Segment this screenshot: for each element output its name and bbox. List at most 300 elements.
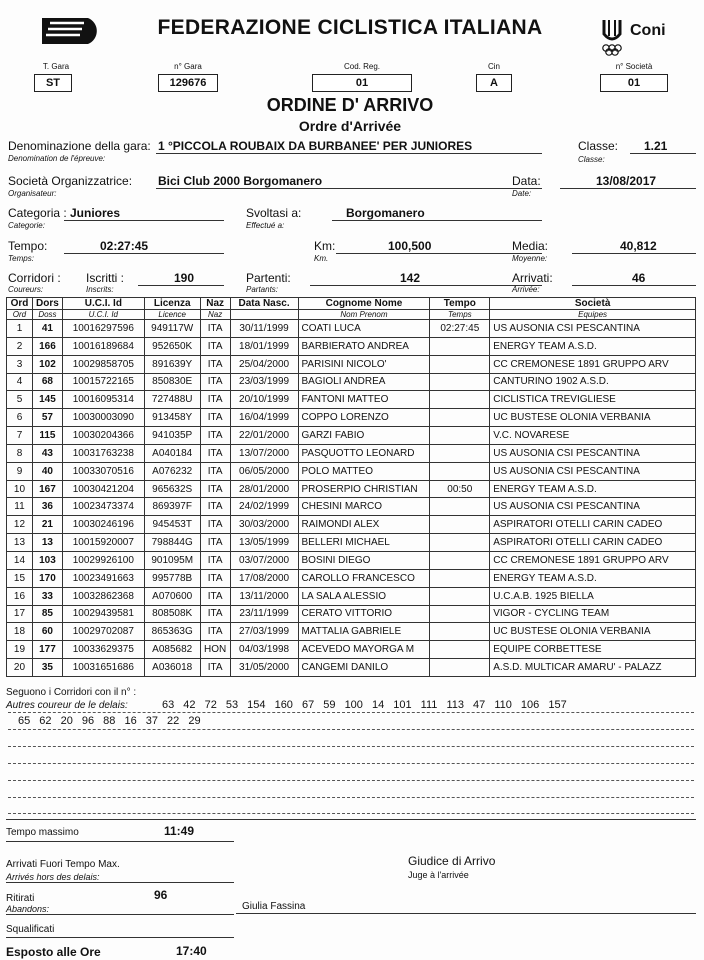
tempo-sub: Temps: — [8, 254, 34, 263]
table-row — [7, 391, 696, 409]
cell-naz: ITA — [200, 462, 230, 480]
col-subheader-temps: Temps — [430, 310, 490, 320]
cell-licenza: A076232 — [144, 462, 200, 480]
fuori-tempo-sub: Arrivés hors des delais: — [6, 872, 100, 882]
underline — [560, 188, 696, 189]
underline — [572, 285, 696, 286]
denominazione-sub: Denomination de l'épreuve: — [8, 154, 106, 163]
table-row — [7, 444, 696, 462]
iscritti-label: Iscritti : — [86, 271, 124, 285]
cell-nome: CANGEMI DANILO — [298, 659, 430, 677]
cell-naz: ITA — [200, 551, 230, 569]
cell-uci-id: 10032862368 — [62, 587, 144, 605]
cell-tempo — [430, 355, 490, 373]
cell-naz: ITA — [200, 355, 230, 373]
cell-uci-id: 10030204366 — [62, 427, 144, 445]
cell-data-nasc: 16/04/1999 — [230, 409, 298, 427]
cell-naz: ITA — [200, 337, 230, 355]
col-subheader-nom: Nom Prenom — [298, 310, 430, 320]
field-value-cin: A — [476, 74, 512, 92]
cell-societa: US AUSONIA CSI PESCANTINA — [490, 498, 696, 516]
cell-dors: 60 — [32, 623, 62, 641]
col-header-licenza: Licenza — [144, 298, 200, 310]
ritirati-sub: Abandons: — [6, 904, 50, 914]
cell-uci-id: 10030003090 — [62, 409, 144, 427]
fuori-tempo-label: Arrivati Fuori Tempo Max. — [6, 859, 120, 870]
cell-data-nasc: 04/03/1998 — [230, 641, 298, 659]
cell-nome: BAGIOLI ANDREA — [298, 373, 430, 391]
cell-uci-id: 10016297596 — [62, 320, 144, 338]
cell-data-nasc: 06/05/2000 — [230, 462, 298, 480]
cell-uci-id: 10029926100 — [62, 551, 144, 569]
cell-naz: ITA — [200, 569, 230, 587]
table-row — [7, 480, 696, 498]
cell-tempo: 00:50 — [430, 480, 490, 498]
cell-licenza: 949117W — [144, 320, 200, 338]
field-label-t-gara: T. Gara — [42, 62, 70, 71]
cell-societa: CC CREMONESE 1891 GRUPPO ARV — [490, 551, 696, 569]
cell-uci-id: 10031651686 — [62, 659, 144, 677]
cell-nome: FANTONI MATTEO — [298, 391, 430, 409]
cell-uci-id: 10015722165 — [62, 373, 144, 391]
data-label: Data: — [512, 174, 541, 188]
cell-ord: 4 — [7, 373, 33, 391]
cell-nome: COATI LUCA — [298, 320, 430, 338]
denominazione-value: 1 °PICCOLA ROUBAIX DA BURBANEE' PER JUNIORES — [158, 139, 473, 153]
cell-dors: 43 — [32, 444, 62, 462]
underline — [572, 253, 696, 254]
cell-ord: 3 — [7, 355, 33, 373]
km-value: 100,500 — [388, 239, 432, 253]
cell-licenza: A070600 — [144, 587, 200, 605]
cell-data-nasc: 30/03/2000 — [230, 516, 298, 534]
cell-societa: US AUSONIA CSI PESCANTINA — [490, 320, 696, 338]
cell-tempo — [430, 569, 490, 587]
cell-uci-id: 10015920007 — [62, 534, 144, 552]
cell-licenza: A085682 — [144, 641, 200, 659]
cell-tempo — [430, 534, 490, 552]
cell-licenza: 995778B — [144, 569, 200, 587]
partenti-value: 142 — [400, 271, 421, 285]
cell-societa: U.C.A.B. 1925 BIELLA — [490, 587, 696, 605]
cell-uci-id: 10016189684 — [62, 337, 144, 355]
cell-nome: GARZI FABIO — [298, 427, 430, 445]
cell-nome: COPPO LORENZO — [298, 409, 430, 427]
cell-naz: ITA — [200, 587, 230, 605]
cell-societa: CC CREMONESE 1891 GRUPPO ARV — [490, 355, 696, 373]
cell-naz: ITA — [200, 498, 230, 516]
cell-uci-id: 10023491663 — [62, 569, 144, 587]
fci-logo — [40, 14, 102, 48]
cell-nome: PASQUOTTO LEONARD — [298, 444, 430, 462]
classe-label: Classe: — [578, 139, 619, 153]
table-subheader-row — [7, 310, 696, 320]
field-label-n-gara: n° Gara — [174, 62, 202, 71]
dashed-line — [8, 712, 694, 713]
cell-societa: UC BUSTESE OLONIA VERBANIA — [490, 623, 696, 641]
col-header-naz: Naz — [200, 298, 230, 310]
categoria-value: Juniores — [70, 206, 121, 220]
table-row — [7, 641, 696, 659]
underline — [64, 253, 224, 254]
cell-tempo — [430, 409, 490, 427]
categoria-sub: Categorie: — [8, 221, 45, 230]
col-header-societa: Società — [490, 298, 696, 310]
cell-tempo — [430, 587, 490, 605]
cell-data-nasc: 28/01/2000 — [230, 480, 298, 498]
dashed-line — [8, 763, 694, 764]
cell-tempo — [430, 337, 490, 355]
cell-naz: ITA — [200, 516, 230, 534]
underline — [6, 914, 234, 915]
col-subheader-licence: Licence — [144, 310, 200, 320]
cell-licenza: 941035P — [144, 427, 200, 445]
cell-uci-id: 10029702087 — [62, 623, 144, 641]
cell-dors: 166 — [32, 337, 62, 355]
results-table — [6, 297, 696, 677]
dashed-line — [8, 813, 694, 814]
classe-sub: Classe: — [578, 155, 605, 164]
cell-uci-id: 10033629375 — [62, 641, 144, 659]
cell-licenza: 945453T — [144, 516, 200, 534]
cell-uci-id: 10030246196 — [62, 516, 144, 534]
societa-label: Società Organizzatrice: — [8, 174, 133, 188]
col-header-data-nasc: Data Nasc. — [230, 298, 298, 310]
cell-naz: ITA — [200, 534, 230, 552]
field-value-t-gara: ST — [34, 74, 72, 92]
underline — [64, 220, 224, 221]
cell-data-nasc: 25/04/2000 — [230, 355, 298, 373]
table-row — [7, 427, 696, 445]
table-row — [7, 409, 696, 427]
col-subheader-data — [230, 310, 298, 320]
esposto-label: Esposto alle Ore — [6, 945, 101, 959]
cell-societa: ENERGY TEAM A.S.D. — [490, 337, 696, 355]
societa-sub: Organisateur: — [8, 189, 57, 198]
data-sub: Date: — [512, 189, 532, 198]
table-row — [7, 534, 696, 552]
col-subheader-equipes: Equipes — [490, 310, 696, 320]
cell-ord: 2 — [7, 337, 33, 355]
cell-licenza: 798844G — [144, 534, 200, 552]
cell-tempo — [430, 659, 490, 677]
categoria-label: Categoria : — [8, 206, 67, 220]
dashed-line — [8, 746, 694, 747]
col-header-tempo: Tempo — [430, 298, 490, 310]
cell-dors: 103 — [32, 551, 62, 569]
cell-dors: 41 — [32, 320, 62, 338]
media-label: Media: — [512, 239, 549, 253]
arrivati-value: 46 — [632, 271, 646, 285]
underline — [156, 188, 542, 189]
cell-naz: ITA — [200, 444, 230, 462]
cell-ord: 7 — [7, 427, 33, 445]
cell-data-nasc: 27/03/1999 — [230, 623, 298, 641]
cell-tempo — [430, 391, 490, 409]
field-label-cin: Cin — [487, 62, 500, 71]
iscritti-sub: Inscrits: — [86, 285, 114, 294]
ritirati-value: 96 — [154, 888, 168, 902]
table-row — [7, 320, 696, 338]
cell-societa: VIGOR - CYCLING TEAM — [490, 605, 696, 623]
svolta-sub: Effectué a: — [246, 221, 285, 230]
followers-numbers-line-2: 65 62 20 96 88 16 37 22 29 — [18, 715, 201, 727]
cell-ord: 20 — [7, 659, 33, 677]
societa-value: Bici Club 2000 Borgomanero — [158, 174, 323, 188]
cell-naz: HON — [200, 641, 230, 659]
cell-uci-id: 10029439581 — [62, 605, 144, 623]
cell-data-nasc: 22/01/2000 — [230, 427, 298, 445]
dashed-line — [8, 797, 694, 798]
km-label: Km: — [314, 239, 336, 253]
table-row — [7, 462, 696, 480]
cell-tempo: 02:27:45 — [430, 320, 490, 338]
media-sub: Moyenne: — [512, 254, 548, 263]
cell-tempo — [430, 462, 490, 480]
cell-naz: ITA — [200, 320, 230, 338]
cell-societa: ASPIRATORI OTELLI CARIN CADEO — [490, 516, 696, 534]
table-row — [7, 659, 696, 677]
partenti-sub: Partants: — [246, 285, 279, 294]
col-subheader-uci-id: U.C.I. Id — [62, 310, 144, 320]
classe-value: 1.21 — [644, 139, 668, 153]
cell-data-nasc: 03/07/2000 — [230, 551, 298, 569]
giudice-name: Giulia Fassina — [242, 901, 306, 912]
cell-naz: ITA — [200, 605, 230, 623]
cell-societa: A.S.D. MULTICAR AMARU' - PALAZZ — [490, 659, 696, 677]
underline — [310, 285, 542, 286]
km-sub: Km. — [314, 254, 329, 263]
cell-dors: 177 — [32, 641, 62, 659]
cell-licenza: 808508K — [144, 605, 200, 623]
cell-licenza: 891639Y — [144, 355, 200, 373]
cell-nome: CERATO VITTORIO — [298, 605, 430, 623]
tempo-label: Tempo: — [8, 239, 48, 253]
svolta-value: Borgomanero — [346, 206, 425, 220]
table-row — [7, 373, 696, 391]
cell-nome: ACEVEDO MAYORGA M — [298, 641, 430, 659]
underline — [6, 937, 234, 938]
cell-licenza: 727488U — [144, 391, 200, 409]
cell-data-nasc: 17/08/2000 — [230, 569, 298, 587]
cell-dors: 21 — [32, 516, 62, 534]
col-header-ord: Ord — [7, 298, 33, 310]
cell-data-nasc: 13/07/2000 — [230, 444, 298, 462]
col-subheader-doss: Doss — [32, 310, 62, 320]
cell-ord: 8 — [7, 444, 33, 462]
page-title: ORDINE D' ARRIVO — [266, 95, 434, 115]
underline — [332, 220, 542, 221]
cell-uci-id: 10016095314 — [62, 391, 144, 409]
cell-societa: US AUSONIA CSI PESCANTINA — [490, 462, 696, 480]
cell-uci-id: 10031763238 — [62, 444, 144, 462]
cell-tempo — [430, 427, 490, 445]
cell-licenza: 850830E — [144, 373, 200, 391]
tempo-value: 02:27:45 — [100, 239, 149, 253]
cell-ord: 15 — [7, 569, 33, 587]
cell-dors: 68 — [32, 373, 62, 391]
cell-tempo — [430, 605, 490, 623]
cell-ord: 1 — [7, 320, 33, 338]
underline — [6, 841, 234, 842]
followers-label: Seguono i Corridori con il n° : — [6, 687, 137, 698]
col-subheader-naz: Naz — [200, 310, 230, 320]
table-row — [7, 587, 696, 605]
table-body — [7, 320, 696, 677]
cell-licenza: 901095M — [144, 551, 200, 569]
ritirati-label: Ritirati — [6, 893, 35, 904]
cell-ord: 14 — [7, 551, 33, 569]
cell-societa: CICLISTICA TREVIGLIESE — [490, 391, 696, 409]
cell-naz: ITA — [200, 623, 230, 641]
cell-uci-id: 10023473374 — [62, 498, 144, 516]
dashed-line — [8, 729, 694, 730]
cell-naz: ITA — [200, 373, 230, 391]
table-row — [7, 355, 696, 373]
underline — [630, 153, 696, 154]
table-header-row — [7, 298, 696, 310]
cell-ord: 9 — [7, 462, 33, 480]
cell-uci-id: 10029858705 — [62, 355, 144, 373]
iscritti-value: 190 — [174, 271, 195, 285]
cell-data-nasc: 30/11/1999 — [230, 320, 298, 338]
cell-data-nasc: 13/11/2000 — [230, 587, 298, 605]
table-row — [7, 623, 696, 641]
field-label-cod-reg: Cod. Reg. — [343, 62, 381, 71]
cell-dors: 170 — [32, 569, 62, 587]
field-value-cod-reg: 01 — [312, 74, 412, 92]
followers-section — [6, 686, 696, 820]
cell-tempo — [430, 373, 490, 391]
cell-dors: 35 — [32, 659, 62, 677]
cell-naz: ITA — [200, 409, 230, 427]
cell-data-nasc: 23/03/1999 — [230, 373, 298, 391]
underline — [236, 913, 696, 914]
col-subheader-ord: Ord — [7, 310, 33, 320]
cell-societa: EQUIPE CORBETTESE — [490, 641, 696, 659]
cell-licenza: 952650K — [144, 337, 200, 355]
col-header-dors: Dors — [32, 298, 62, 310]
cell-naz: ITA — [200, 391, 230, 409]
cell-societa: ENERGY TEAM A.S.D. — [490, 569, 696, 587]
underline — [138, 285, 224, 286]
col-header-nome: Cognome Nome — [298, 298, 430, 310]
underline — [156, 153, 542, 154]
table-row — [7, 498, 696, 516]
followers-sub: Autres coureur de le delais: — [6, 700, 128, 711]
cell-nome: CHESINI MARCO — [298, 498, 430, 516]
cell-societa: US AUSONIA CSI PESCANTINA — [490, 444, 696, 462]
field-value-n-gara: 129676 — [158, 74, 218, 92]
cell-societa: CANTURINO 1902 A.S.D. — [490, 373, 696, 391]
cell-data-nasc: 18/01/1999 — [230, 337, 298, 355]
cell-dors: 13 — [32, 534, 62, 552]
cell-tempo — [430, 623, 490, 641]
cell-tempo — [430, 498, 490, 516]
denominazione-label: Denominazione della gara: — [8, 139, 151, 153]
field-label-n-societa: n° Società — [615, 62, 653, 71]
page-subtitle: Ordre d'Arrivée — [298, 118, 402, 134]
table-row — [7, 569, 696, 587]
cell-data-nasc: 23/11/1999 — [230, 605, 298, 623]
table-row — [7, 516, 696, 534]
cell-dors: 40 — [32, 462, 62, 480]
dashed-line — [8, 780, 694, 781]
cell-nome: LA SALA ALESSIO — [298, 587, 430, 605]
cell-societa: ENERGY TEAM A.S.D. — [490, 480, 696, 498]
cell-nome: PARISINI NICOLO' — [298, 355, 430, 373]
cell-dors: 102 — [32, 355, 62, 373]
coni-label: Coni — [630, 22, 666, 39]
corridori-label: Corridori : — [8, 271, 61, 285]
cell-nome: MATTALIA GABRIELE — [298, 623, 430, 641]
partenti-label: Partenti: — [246, 271, 291, 285]
followers-numbers-line-1: 63 42 72 53 154 160 67 59 100 14 101 111 113 47 110 106 157 — [162, 699, 567, 711]
cell-ord: 19 — [7, 641, 33, 659]
cell-dors: 145 — [32, 391, 62, 409]
federation-title: FEDERAZIONE CICLISTICA ITALIANA — [157, 16, 543, 39]
cell-tempo — [430, 641, 490, 659]
cell-nome: BARBIERATO ANDREA — [298, 337, 430, 355]
cell-licenza: A036018 — [144, 659, 200, 677]
cell-dors: 33 — [32, 587, 62, 605]
cell-ord: 13 — [7, 534, 33, 552]
cell-ord: 12 — [7, 516, 33, 534]
cell-ord: 17 — [7, 605, 33, 623]
cell-naz: ITA — [200, 480, 230, 498]
table-row — [7, 605, 696, 623]
cell-licenza: 869397F — [144, 498, 200, 516]
cell-licenza: 913458Y — [144, 409, 200, 427]
cell-societa: UC BUSTESE OLONIA VERBANIA — [490, 409, 696, 427]
cell-tempo — [430, 444, 490, 462]
cell-licenza: 865363G — [144, 623, 200, 641]
media-value: 40,812 — [620, 239, 657, 253]
cell-nome: BOSINI DIEGO — [298, 551, 430, 569]
cell-nome: PROSERPIO CHRISTIAN — [298, 480, 430, 498]
cell-tempo — [430, 551, 490, 569]
giudice-label: Giudice di Arrivo — [408, 854, 496, 868]
squalificati-label: Squalificati — [6, 924, 55, 935]
cell-data-nasc: 20/10/1999 — [230, 391, 298, 409]
cell-licenza: A040184 — [144, 444, 200, 462]
cell-ord: 11 — [7, 498, 33, 516]
cell-ord: 16 — [7, 587, 33, 605]
cell-nome: CAROLLO FRANCESCO — [298, 569, 430, 587]
cell-ord: 10 — [7, 480, 33, 498]
cell-nome: BELLERI MICHAEL — [298, 534, 430, 552]
cell-ord: 5 — [7, 391, 33, 409]
col-header-uci-id: U.C.I. Id — [62, 298, 144, 310]
field-value-n-societa: 01 — [600, 74, 668, 92]
cell-dors: 85 — [32, 605, 62, 623]
cell-nome: RAIMONDI ALEX — [298, 516, 430, 534]
esposto-value: 17:40 — [176, 944, 207, 958]
arrivati-label: Arrivati: — [512, 271, 553, 285]
cell-data-nasc: 13/05/1999 — [230, 534, 298, 552]
cell-ord: 6 — [7, 409, 33, 427]
table-row — [7, 551, 696, 569]
data-value: 13/08/2017 — [596, 174, 657, 188]
corridori-sub: Coureurs: — [8, 285, 44, 294]
cell-societa: V.C. NOVARESE — [490, 427, 696, 445]
cell-dors: 115 — [32, 427, 62, 445]
underline — [6, 882, 234, 883]
cell-uci-id: 10033070516 — [62, 462, 144, 480]
table-row — [7, 337, 696, 355]
svolta-label: Svoltasi a: — [246, 206, 302, 220]
cell-dors: 167 — [32, 480, 62, 498]
